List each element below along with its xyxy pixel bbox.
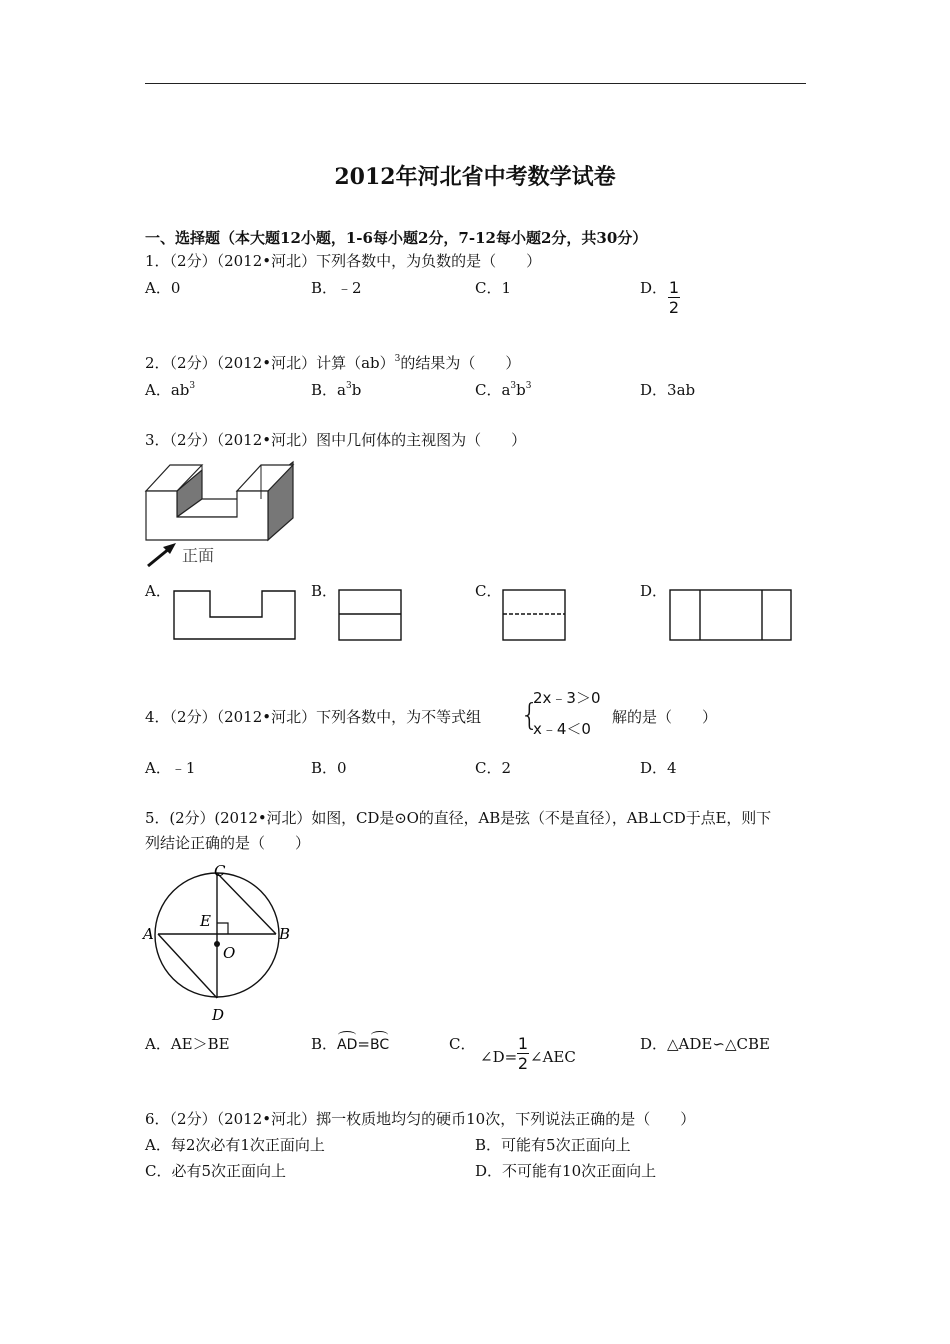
q2-option-b	[311, 381, 361, 399]
section-heading: 一、选择题（本大题12小题，1-6每小题2分，7-12每小题2分，共30分）	[145, 229, 648, 247]
q3-option-b-view	[337, 588, 403, 642]
q4-inequality-2: x﹣4＜0	[533, 720, 591, 738]
q6-option-d: D．不可能有10次正面向上	[475, 1162, 657, 1180]
q2-a-exp: 3	[189, 381, 196, 391]
q6-option-c: C．必有5次正面向上	[145, 1162, 287, 1180]
q1-fraction-numerator: 1	[668, 278, 680, 297]
q3-option-c-label: C．	[475, 582, 502, 600]
q6-stem: 6．（2分）（2012•河北）掷一枚质地均匀的硬币10次，下列说法正确的是（ ）	[145, 1110, 696, 1128]
q4-option-a: A．﹣1	[145, 759, 196, 777]
q2-c-exp2: 3	[525, 381, 532, 391]
q5-label-e: E	[200, 912, 211, 930]
q3-option-a-label: A．	[145, 582, 171, 600]
q1-option-b: B．﹣2	[311, 279, 362, 297]
q5-label-b: B	[279, 925, 291, 943]
q1-option-c: C．1	[475, 279, 512, 297]
q2-option-d: D．3ab	[640, 381, 696, 399]
q1-fraction-denominator: 2	[668, 298, 680, 317]
q4-stem-post: 解的是（ ）	[612, 708, 718, 726]
q1-option-d	[640, 279, 667, 297]
q4-stem-pre: 4．（2分）（2012•河北）下列各数中，为不等式组	[145, 708, 482, 726]
q2-b-base: B．a	[311, 381, 346, 399]
q5-option-c-label: C．	[449, 1035, 476, 1053]
q5-circle-figure	[140, 860, 300, 1030]
q5-c-fraction	[517, 1035, 529, 1072]
q5-stem-line1: 5．(2分）(2012•河北）如图，CD是⊙O的直径，AB是弦（不是直径），AB⊥CD于点E，则下	[145, 809, 772, 827]
q4-inequality-1: 2x﹣3＞0	[533, 689, 601, 707]
q3-solid-figure	[140, 458, 302, 570]
q5-label-c: C	[214, 862, 226, 880]
q5-label-a: A	[143, 925, 154, 943]
q2-b-post: b	[351, 381, 362, 399]
q3-option-a-view	[170, 588, 300, 642]
q3-stem: 3．（2分）（2012•河北）图中几何体的主视图为（ ）	[145, 431, 527, 449]
q4-brace: {	[520, 698, 540, 733]
q2-option-a	[145, 381, 195, 399]
q5-c-numerator: 1	[517, 1034, 529, 1053]
q4-option-d: D．4	[640, 759, 677, 777]
q2-option-c	[475, 381, 532, 399]
q5-stem-line2: 列结论正确的是（ ）	[145, 834, 311, 852]
q2-stem	[145, 354, 520, 372]
q5-option-a: A．AE＞BE	[145, 1035, 230, 1053]
q1-stem: 1．（2分）（2012•河北）下列各数中，为负数的是（ ）	[145, 252, 542, 270]
q2-stem-pre: 2．（2分）（2012•河北）计算（ab）	[145, 354, 395, 372]
q6-option-a: A．每2次必有1次正面向上	[145, 1136, 325, 1154]
q5-arc-ad: AD	[337, 1037, 358, 1053]
q2-c-mid: b	[516, 381, 526, 399]
exam-title: 2012年河北省中考数学试卷	[334, 164, 616, 190]
q2-stem-exponent: 3	[394, 354, 401, 364]
q2-a-base: A．ab	[145, 381, 190, 399]
q5-c-denominator: 2	[517, 1054, 529, 1073]
q3-option-c-view	[501, 588, 567, 642]
q2-c-base: C．a	[475, 381, 511, 399]
q5-option-b	[311, 1035, 389, 1054]
q2-b-exp: 3	[345, 381, 352, 391]
q5-arc-bc: BC	[369, 1037, 390, 1053]
q5-label-o: O	[223, 944, 236, 962]
q4-option-b: B．0	[311, 759, 347, 777]
q5-option-c-pre: ∠D=	[480, 1048, 518, 1066]
q3-option-b-label: B．	[311, 582, 338, 600]
q5-b-prefix: B．	[311, 1035, 338, 1053]
header-rule	[145, 83, 806, 84]
q3-front-caption: 正面	[182, 546, 215, 565]
q2-stem-post: 的结果为（ ）	[400, 354, 521, 372]
q3-option-d-view	[668, 588, 794, 642]
q1-fraction	[668, 279, 680, 316]
q1-option-d-prefix: D．	[640, 279, 668, 297]
q5-b-equals: =	[357, 1035, 370, 1053]
q5-option-c-post: ∠AEC	[530, 1048, 576, 1066]
q4-option-c: C．2	[475, 759, 512, 777]
q5-label-d: D	[212, 1006, 225, 1024]
q3-option-d-label: D．	[640, 582, 668, 600]
q5-option-d: D．△ADE∽△CBE	[640, 1035, 770, 1053]
q2-c-exp1: 3	[510, 381, 517, 391]
q1-option-a: A．0	[145, 279, 181, 297]
q6-option-b: B．可能有5次正面向上	[475, 1136, 631, 1154]
